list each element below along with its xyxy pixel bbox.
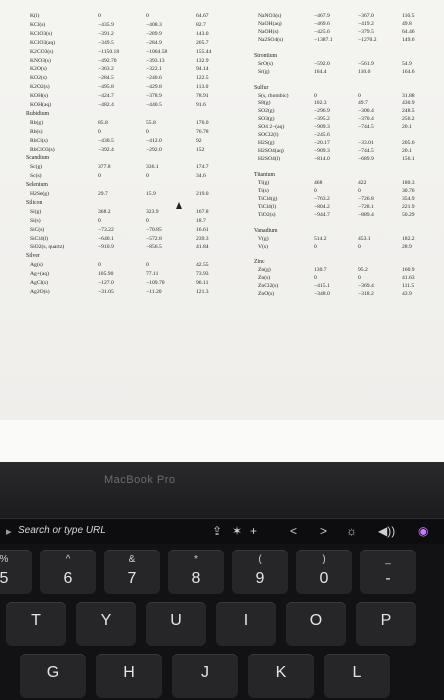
value-cell: −728.1 <box>358 203 374 210</box>
substance-cell: H2S(g) <box>258 140 275 147</box>
value-cell: 149.6 <box>402 36 415 43</box>
value-cell: −726.8 <box>358 195 374 202</box>
value-cell: −33.01 <box>358 140 374 147</box>
key-g[interactable] <box>20 654 86 698</box>
substance-cell: Zn(s) <box>258 275 271 282</box>
value-cell: −424.7 <box>98 93 114 100</box>
value-cell: −284.5 <box>98 75 114 82</box>
value-cell: 31.88 <box>402 92 415 99</box>
value-cell: 82.7 <box>196 21 206 28</box>
value-cell: −856.5 <box>146 244 162 251</box>
key-label: H <box>123 664 135 681</box>
value-cell: 377.8 <box>98 164 111 171</box>
key--[interactable] <box>360 550 416 594</box>
substance-cell: V(s) <box>258 243 268 250</box>
value-cell: −1150.18 <box>98 48 120 55</box>
value-cell: −804.2 <box>314 203 330 210</box>
value-cell: 182.2 <box>402 235 415 242</box>
substance-cell: Rb(g) <box>30 119 44 126</box>
value-cell: −322.1 <box>146 66 162 73</box>
value-cell: 0 <box>98 13 101 19</box>
value-cell: 34.6 <box>196 173 206 180</box>
value-cell: −378.9 <box>146 93 162 100</box>
substance-cell: Selenium <box>26 182 48 189</box>
key-7[interactable] <box>104 550 160 594</box>
value-cell: −744.5 <box>358 124 374 131</box>
substance-cell: Strontium <box>254 52 278 59</box>
value-cell: 0 <box>146 262 149 269</box>
value-cell: −435.9 <box>98 21 114 28</box>
value-cell: 113.0 <box>196 84 209 91</box>
mouse-cursor-icon <box>176 202 182 209</box>
touch-bar <box>0 518 444 545</box>
value-cell: −561.9 <box>358 60 374 67</box>
value-cell: −814.0 <box>314 156 330 163</box>
search-field[interactable] <box>6 523 156 540</box>
substance-cell: ZnO(s) <box>258 291 275 298</box>
substance-cell: RbClO3(s) <box>30 146 55 153</box>
value-cell: 50.29 <box>402 211 415 218</box>
keyboard <box>0 544 444 700</box>
key-shift-label: % <box>0 554 9 565</box>
substance-cell: Sr(g) <box>258 68 270 75</box>
value-cell: −944.7 <box>314 211 330 218</box>
key-label: 5 <box>0 570 9 587</box>
value-cell: −289.9 <box>146 30 162 37</box>
value-cell: 85.8 <box>98 119 108 126</box>
value-cell: −349.5 <box>98 39 114 46</box>
value-cell: 28.9 <box>402 243 412 250</box>
value-cell: −109.70 <box>146 280 165 286</box>
value-cell: −440.5 <box>146 102 162 108</box>
value-cell: −415.1 <box>314 283 330 290</box>
value-cell: 132.9 <box>196 57 209 64</box>
value-cell: 239.3 <box>196 235 209 242</box>
value-cell: −31.05 <box>98 288 114 295</box>
value-cell: 174.7 <box>196 164 209 171</box>
value-cell: 96.11 <box>196 280 209 286</box>
value-cell: 64.67 <box>196 13 209 19</box>
value-cell: 0 <box>98 173 101 180</box>
value-cell: 368.2 <box>98 208 111 215</box>
value-cell: 20.1 <box>402 148 412 155</box>
value-cell: 336.1 <box>146 164 159 171</box>
value-cell: 0 <box>146 217 149 224</box>
value-cell: −482.4 <box>98 102 114 108</box>
brightness-icon[interactable]: ☼ <box>346 524 357 538</box>
substance-cell: Si(g) <box>30 208 42 215</box>
value-cell: 167.8 <box>196 208 209 215</box>
value-cell: −640.1 <box>98 235 114 242</box>
value-cell: 0 <box>146 128 149 135</box>
value-cell: 152 <box>196 146 205 153</box>
value-cell: 94.14 <box>196 66 209 73</box>
value-cell: −348.0 <box>314 291 330 298</box>
value-cell: 0 <box>314 243 317 250</box>
value-cell: 41.63 <box>402 275 415 282</box>
key-label: U <box>170 612 182 629</box>
value-cell: 265.7 <box>196 39 209 46</box>
key-label: J <box>201 664 209 681</box>
substance-cell: H2SO4(aq) <box>258 148 284 155</box>
key-8[interactable] <box>168 550 224 594</box>
key-5[interactable] <box>0 550 32 594</box>
value-cell: 18.7 <box>196 217 206 224</box>
substance-cell: K(l) <box>30 13 40 19</box>
value-cell: −284.9 <box>146 39 162 46</box>
value-cell: −127.0 <box>98 280 114 286</box>
value-cell: 20.1 <box>402 124 412 131</box>
value-cell: −744.5 <box>358 148 374 155</box>
value-cell: −393.13 <box>146 57 165 64</box>
key-label: K <box>275 664 287 681</box>
value-cell: 156.1 <box>402 156 415 163</box>
key-label: 0 <box>319 570 329 587</box>
value-cell: 95.2 <box>358 267 368 274</box>
value-cell: −572.8 <box>146 235 162 242</box>
substance-cell: SrO(s) <box>258 60 273 67</box>
substance-cell: KCl(s) <box>30 21 46 28</box>
key-u[interactable] <box>146 602 206 646</box>
key-label: I <box>243 612 249 629</box>
key-o[interactable] <box>286 602 346 646</box>
key-shift-label: ( <box>258 554 262 565</box>
key-label: O <box>309 612 323 629</box>
value-cell: 0 <box>98 262 101 269</box>
value-cell: 0 <box>146 13 149 19</box>
key-6[interactable] <box>40 550 96 594</box>
brand-label: MacBook Pro <box>104 474 176 486</box>
key-shift-label: ^ <box>65 554 71 565</box>
value-cell: 0 <box>358 92 361 99</box>
substance-cell: Zinc <box>254 259 265 266</box>
substance-cell: Rubidium <box>26 110 50 117</box>
value-cell: 77.11 <box>146 271 159 278</box>
value-cell: −11.20 <box>146 288 162 295</box>
value-cell: 64.46 <box>402 28 415 35</box>
value-cell: 102.3 <box>314 100 327 107</box>
value-cell: −70.85 <box>146 226 162 233</box>
value-cell: 0 <box>358 243 361 250</box>
substance-cell: SiO2(s, quartz) <box>30 244 65 251</box>
key-label: 9 <box>255 570 265 587</box>
key-shift-label: * <box>194 554 198 565</box>
key-label: G <box>46 664 60 681</box>
substance-cell: Silicon <box>26 199 43 206</box>
value-cell: 430.9 <box>402 100 415 107</box>
value-cell: 0 <box>314 187 317 194</box>
value-cell: −1270.2 <box>358 36 377 43</box>
substance-cell: TiCl4(l) <box>258 203 277 210</box>
substance-cell: Zn(g) <box>258 267 271 274</box>
value-cell: −395.2 <box>314 116 330 123</box>
value-cell: 15.9 <box>146 191 156 197</box>
substance-cell: KClO3(aq) <box>30 39 56 46</box>
key-9[interactable] <box>232 550 288 594</box>
value-cell: −73.22 <box>98 226 114 233</box>
value-cell: 78.91 <box>196 93 209 100</box>
value-cell: −363.2 <box>98 66 114 73</box>
value-cell: 55.8 <box>146 119 156 126</box>
value-cell: 0 <box>358 187 361 194</box>
value-cell: 116.5 <box>402 13 415 19</box>
value-cell: 111.5 <box>402 283 415 290</box>
value-cell: −689.9 <box>358 156 374 163</box>
value-cell: −318.2 <box>358 291 374 298</box>
substance-cell: NaOH(s) <box>258 28 279 35</box>
value-cell: −240.6 <box>146 75 162 82</box>
substance-cell: KClO3(s) <box>30 30 53 37</box>
value-cell: 73.93 <box>196 271 209 278</box>
value-cell: 110.0 <box>358 68 371 75</box>
key-label: 8 <box>191 570 201 587</box>
value-cell: 0 <box>314 92 317 99</box>
substance-cell: Ti(g) <box>258 179 270 186</box>
value-cell: 323.9 <box>146 208 159 215</box>
key-y[interactable] <box>76 602 136 646</box>
value-cell: 0 <box>146 173 149 180</box>
substance-cell: SOCl2(l) <box>258 132 279 139</box>
value-cell: −469.6 <box>314 20 330 27</box>
value-cell: 164.4 <box>314 68 327 75</box>
substance-cell: SO3(g) <box>258 116 275 123</box>
value-cell: 49.7 <box>358 100 368 107</box>
value-cell: 0 <box>98 217 101 224</box>
value-cell: −889.4 <box>358 211 374 218</box>
value-cell: 122.5 <box>196 75 209 82</box>
value-cell: 130.7 <box>314 267 327 274</box>
key-h[interactable] <box>96 654 162 698</box>
substance-cell: KO2(s) <box>30 75 47 82</box>
substance-cell: RbCl(s) <box>30 137 48 144</box>
value-cell: −495.8 <box>98 84 114 91</box>
star-icon[interactable]: ✶ <box>232 524 243 538</box>
substance-cell: NaNO3(s) <box>258 13 282 19</box>
key-l[interactable] <box>324 654 390 698</box>
value-cell: −763.2 <box>314 195 330 202</box>
value-cell: 453.1 <box>358 235 371 242</box>
key-label: 6 <box>63 570 73 587</box>
value-cell: −300.4 <box>358 108 374 115</box>
key-i[interactable] <box>216 602 276 646</box>
substance-cell: K2O(s) <box>30 66 47 73</box>
value-cell: 42.55 <box>196 262 209 269</box>
value-cell: 0 <box>358 275 361 282</box>
substance-cell: K2O2(s) <box>30 84 50 91</box>
substance-cell: KNO3(s) <box>30 57 51 64</box>
value-cell: 205.6 <box>402 140 415 147</box>
value-cell: −419.2 <box>358 20 374 27</box>
value-cell: −370.4 <box>358 116 374 123</box>
value-cell: 180.3 <box>402 179 415 186</box>
key-label: Y <box>100 612 112 629</box>
value-cell: −20.17 <box>314 140 330 147</box>
substance-cell: K2CO3(s) <box>30 48 54 55</box>
substance-cell: S(s, rhombic) <box>258 92 289 99</box>
key-j[interactable] <box>172 654 238 698</box>
back-icon[interactable]: < <box>290 524 298 538</box>
value-cell: −392.4 <box>98 146 114 153</box>
substance-cell: H2Se(g) <box>30 191 49 197</box>
value-cell: −425.6 <box>314 28 330 35</box>
substance-cell: SiCl4(l) <box>30 235 49 242</box>
value-cell: −909.3 <box>314 124 330 131</box>
value-cell: 121.3 <box>196 288 209 295</box>
value-cell: −909.3 <box>314 148 330 155</box>
volume-icon[interactable]: ◀)) <box>378 524 396 538</box>
value-cell: −467.9 <box>314 13 330 19</box>
value-cell: 76.78 <box>196 128 209 135</box>
substance-cell: Scandium <box>26 155 50 162</box>
substance-cell: Ti(s) <box>258 187 269 194</box>
chevron-right-icon: ▸ <box>6 526 12 538</box>
substance-cell: Sc(g) <box>30 164 43 171</box>
value-cell: −245.6 <box>314 132 330 139</box>
value-cell: −1387.1 <box>314 36 333 43</box>
value-cell: 422 <box>358 179 367 186</box>
value-cell: 170.0 <box>196 119 209 126</box>
value-cell: 30.76 <box>402 187 415 194</box>
value-cell: 41.84 <box>196 244 209 251</box>
substance-cell: H2SO4(l) <box>258 156 281 163</box>
value-cell: 16.61 <box>196 226 209 233</box>
substance-cell: KOH(s) <box>30 93 49 100</box>
key-shift-label: _ <box>385 554 391 565</box>
value-cell: 0 <box>98 128 101 135</box>
value-cell: 155.44 <box>196 48 212 55</box>
key-k[interactable] <box>248 654 314 698</box>
value-cell: 54.9 <box>402 60 412 67</box>
laptop-bezel <box>0 462 444 518</box>
substance-cell: Ag2O(s) <box>30 288 50 295</box>
key-shift-label: ) <box>322 554 326 565</box>
substance-cell: TiCl4(g) <box>258 195 278 202</box>
value-cell: 160.9 <box>402 267 415 274</box>
value-cell: −492.70 <box>98 57 117 64</box>
value-cell: −367.0 <box>358 13 374 19</box>
value-cell: 43.9 <box>402 291 412 298</box>
value-cell: 0 <box>314 275 317 282</box>
substance-cell: Vanadium <box>254 227 278 234</box>
substance-cell: V(g) <box>258 235 269 242</box>
value-cell: −412.0 <box>146 137 162 144</box>
key-t[interactable] <box>6 602 66 646</box>
value-cell: 49.8 <box>402 20 412 27</box>
value-cell: 221.9 <box>402 203 415 210</box>
value-cell: −369.4 <box>358 283 374 290</box>
search-field-text: Search or type URL <box>18 525 106 536</box>
value-cell: 91.6 <box>196 102 206 108</box>
value-cell: 248.5 <box>402 108 415 115</box>
substance-cell: S8(g) <box>258 100 271 107</box>
key-label: - <box>385 570 391 587</box>
forward-icon[interactable]: > <box>320 524 328 538</box>
key-label: 7 <box>127 570 137 587</box>
key-0[interactable] <box>296 550 352 594</box>
substance-cell: AgCl(s) <box>30 280 49 286</box>
key-label: P <box>380 612 392 629</box>
value-cell: −592.0 <box>314 60 330 67</box>
value-cell: 256.2 <box>402 116 415 123</box>
value-cell: 354.9 <box>402 195 415 202</box>
substance-cell: Silver <box>26 253 40 260</box>
substance-cell: SO4 2−(aq) <box>258 124 285 131</box>
value-cell: 92 <box>196 137 202 144</box>
substance-cell: Ag(s) <box>30 262 43 269</box>
value-cell: −429.8 <box>146 84 162 91</box>
substance-cell: Rb(s) <box>30 128 43 135</box>
value-cell: 105.90 <box>98 271 114 278</box>
substance-cell: KOH(aq) <box>30 102 52 108</box>
key-p[interactable] <box>356 602 416 646</box>
value-cell: −391.2 <box>98 30 114 37</box>
substance-cell: Sc(s) <box>30 173 42 180</box>
value-cell: −379.5 <box>358 28 374 35</box>
plus-icon[interactable]: + <box>250 524 258 538</box>
value-cell: 143.0 <box>196 30 209 37</box>
siri-icon[interactable]: ◉ <box>418 524 429 538</box>
substance-cell: SO2(g) <box>258 108 275 115</box>
substance-cell: Sulfur <box>254 84 269 91</box>
key-shift-label: & <box>128 554 136 565</box>
value-cell: −1064.58 <box>146 48 168 55</box>
value-cell: −408.3 <box>146 21 162 28</box>
value-cell: −292.0 <box>146 146 162 153</box>
substance-cell: Si(s) <box>30 217 41 224</box>
substance-cell: Titanium <box>254 172 276 178</box>
key-label: T <box>31 612 41 629</box>
value-cell: 514.2 <box>314 235 327 242</box>
substance-cell: TiO2(s) <box>258 211 276 218</box>
key-label: L <box>352 664 362 681</box>
substance-cell: SiC(s) <box>30 226 45 233</box>
value-cell: 468 <box>314 179 323 186</box>
value-cell: 164.6 <box>402 68 415 75</box>
share-icon[interactable]: ⇪ <box>212 524 223 538</box>
value-cell: 29.7 <box>98 191 108 197</box>
substance-cell: ZnCl2(s) <box>258 283 279 290</box>
substance-cell: Na2SO4(s) <box>258 36 284 43</box>
value-cell: 219.0 <box>196 191 209 197</box>
substance-cell: Ag+(aq) <box>30 271 49 278</box>
value-cell: −296.9 <box>314 108 330 115</box>
value-cell: −430.5 <box>98 137 114 144</box>
value-cell: −910.9 <box>98 244 114 251</box>
substance-cell: NaOH(aq) <box>258 20 282 27</box>
